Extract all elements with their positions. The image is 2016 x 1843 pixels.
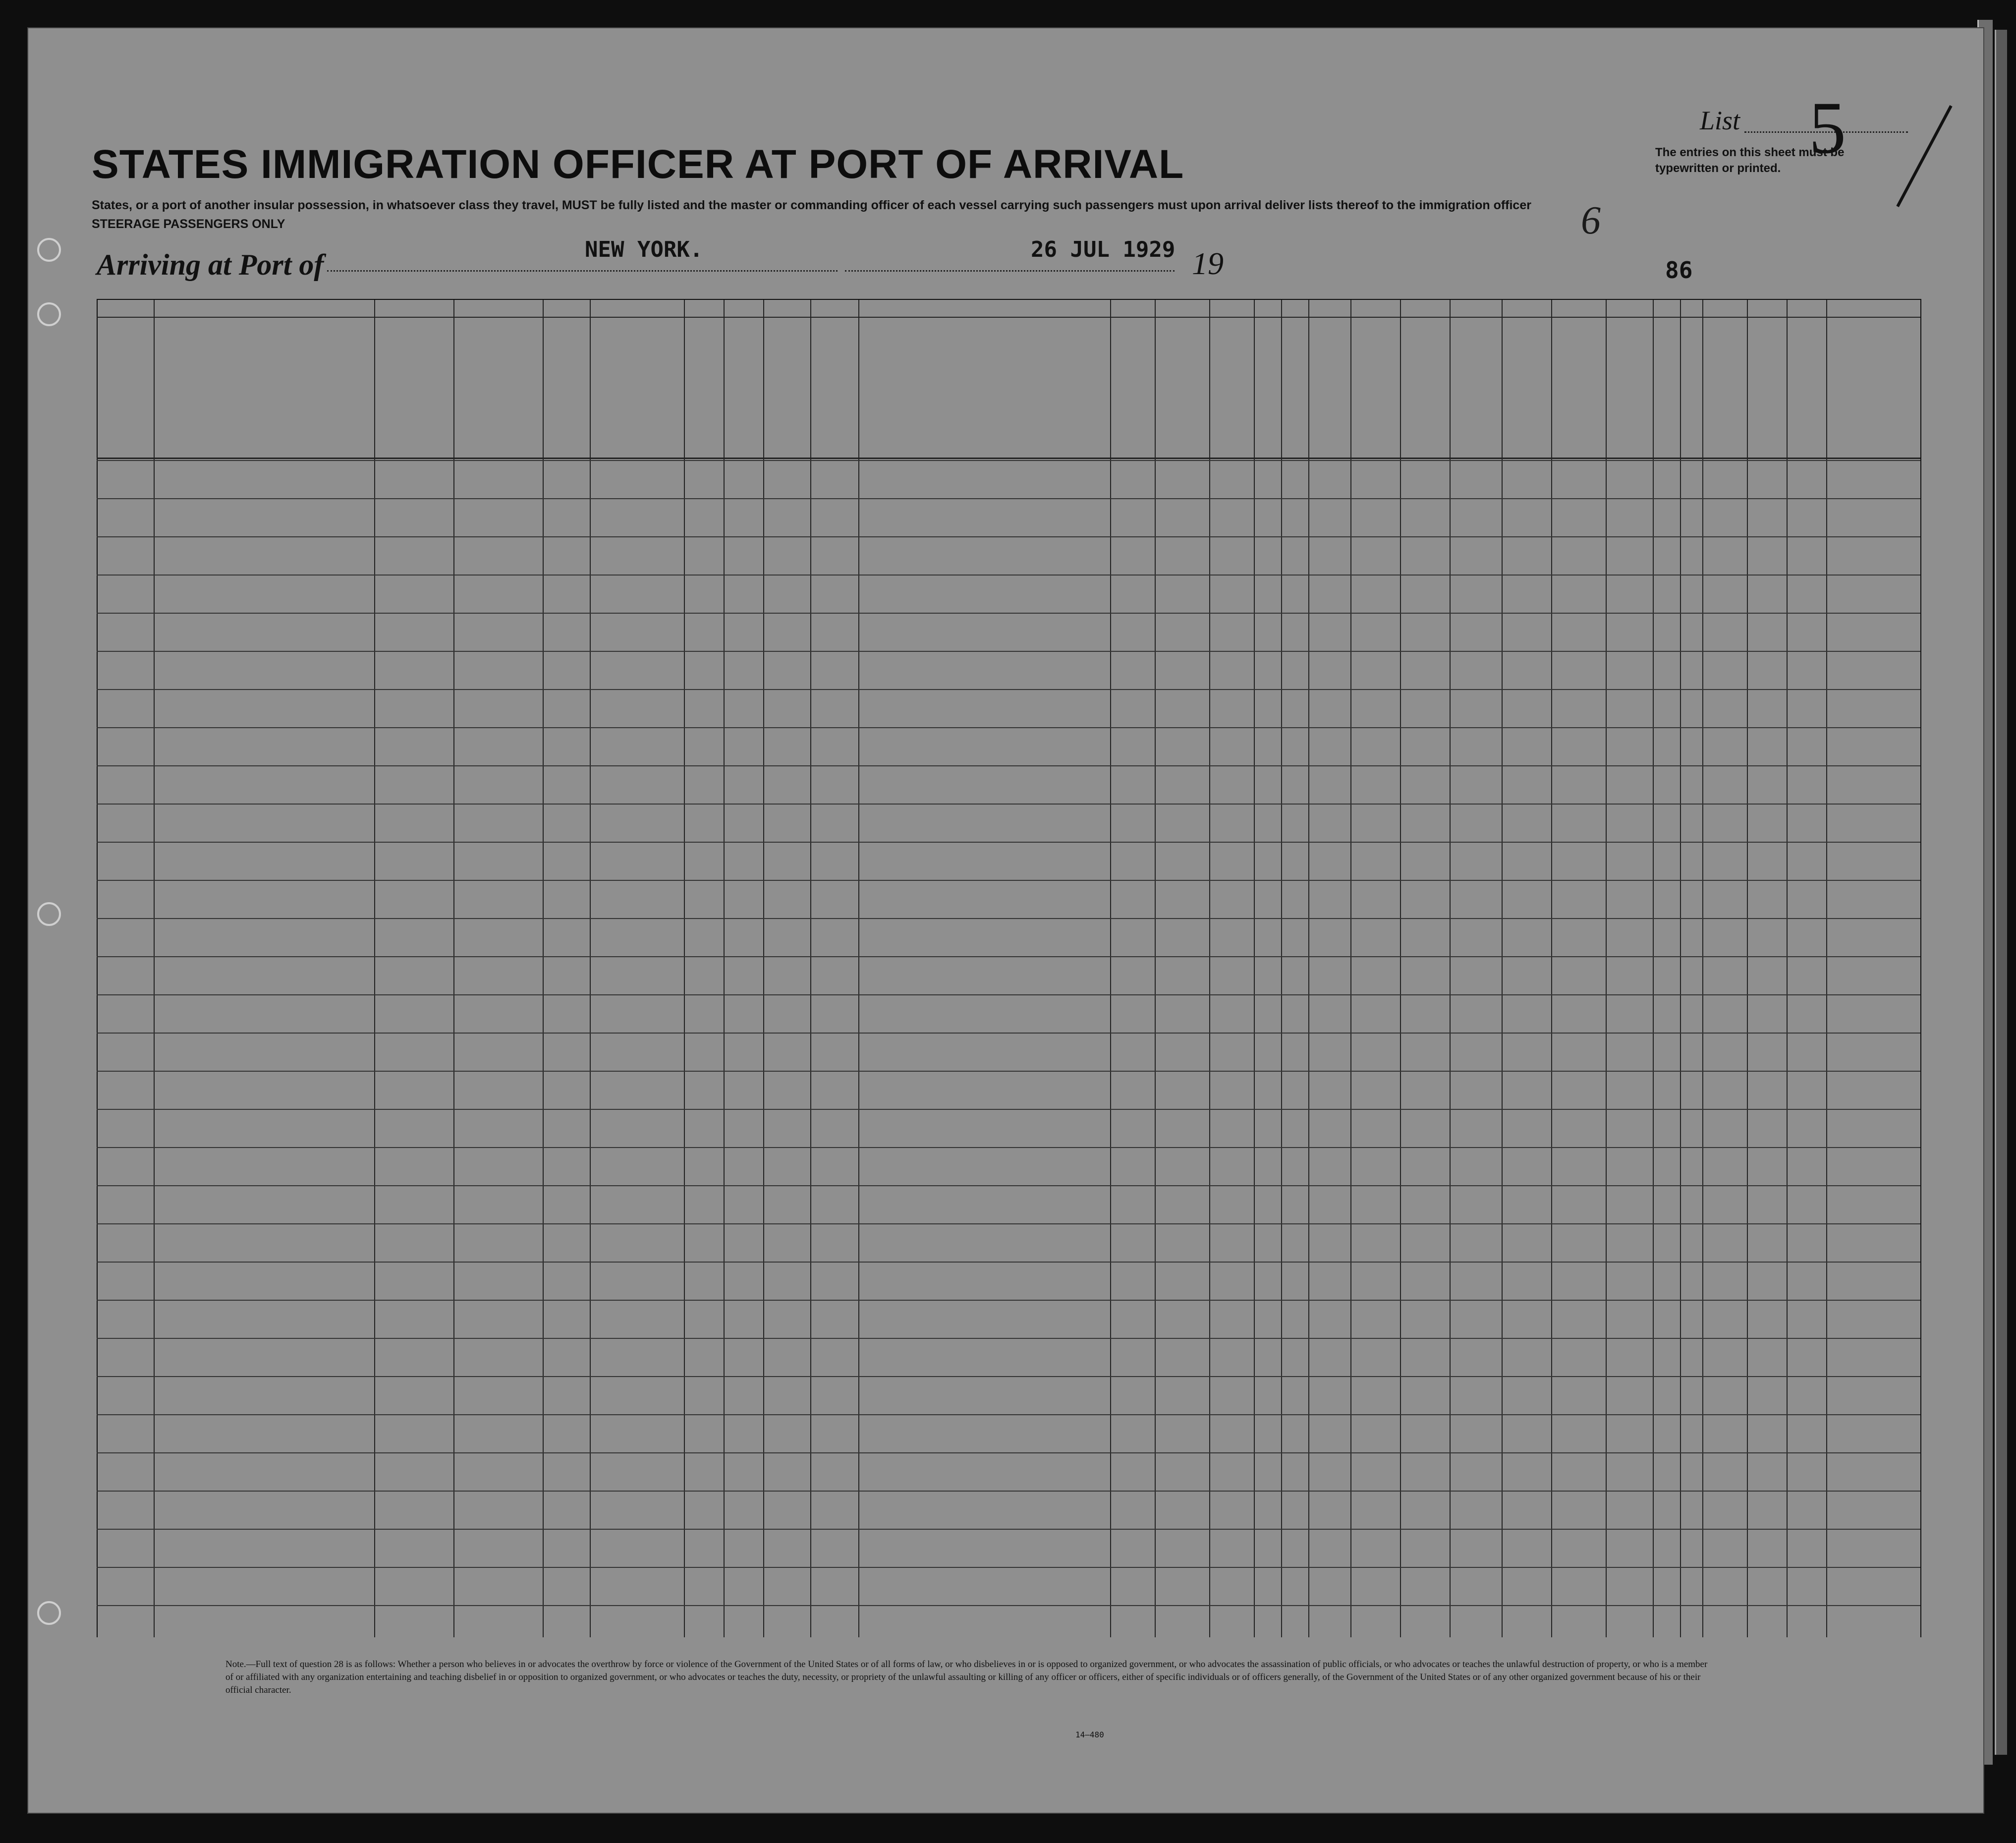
column-rule	[590, 299, 591, 1637]
binder-hole	[37, 902, 61, 926]
column-rule	[543, 299, 544, 1637]
row-rule	[97, 1567, 1920, 1568]
list-label: List	[1700, 106, 1740, 135]
column-rule	[1787, 299, 1788, 1637]
column-rule	[684, 299, 685, 1637]
typewritten-note: The entries on this sheet must be typewritten or printed.	[1655, 146, 1845, 175]
purpose-length-header	[1158, 334, 1207, 448]
row-rule	[97, 536, 1920, 537]
column-rule	[1920, 299, 1921, 1637]
column-rule	[1209, 299, 1210, 1637]
overthrow-header	[1353, 334, 1398, 448]
column-rule	[1254, 299, 1255, 1637]
anarchist-header	[1311, 334, 1348, 448]
prison-header	[1257, 334, 1279, 448]
row-rule	[97, 1033, 1920, 1034]
row-rule	[97, 460, 1920, 461]
regulation-text: States, or a port of another insular possession, in whatsoever class they travel, MUST be fully listed and the master or commanding officer of each vessel carrying such passengers must upon arrival deliver lists thereof to the immigration officer	[92, 198, 1531, 212]
column-rule	[1502, 299, 1503, 1637]
row-rule	[97, 842, 1920, 843]
purpose-return-header	[1113, 334, 1153, 448]
polygamist-header	[1284, 334, 1306, 448]
column-rule	[1606, 299, 1607, 1637]
column-rule	[810, 299, 811, 1637]
page-edge-shadow	[1995, 30, 2007, 1755]
row-rule	[97, 651, 1920, 652]
column-rule	[97, 299, 98, 1637]
row-rule	[97, 1262, 1920, 1263]
row-rule	[97, 1605, 1920, 1606]
row-rule	[97, 689, 1920, 690]
row-rule	[97, 1147, 1920, 1148]
row-rule	[97, 613, 1920, 614]
header-bottom-rule	[97, 458, 1920, 459]
column-rule	[1281, 299, 1282, 1637]
row-rule	[97, 575, 1920, 576]
steerage-label: STEERAGE PASSENGERS ONLY	[92, 217, 285, 231]
row-rule	[97, 1109, 1920, 1110]
binder-hole	[37, 302, 61, 326]
column-rule	[1450, 299, 1451, 1637]
purpose-citizen-header	[1212, 334, 1252, 448]
page-title: STATES IMMIGRATION OFFICER AT PORT OF ARRIVAL	[92, 142, 1184, 187]
footnote: Note.—Full text of question 28 is as follows: Whether a person who believes in or advocates the overthrow by force or violence of the Government of the United States or of all forms of law, or who disbelieves in or is opposed to organized government, or who advocates the assassination of public officials, or who advocates or teaches the unlawful destruction of property, or who is a member of or affiliated with any organization entertaining and teaching disbelief in or opposition to organized government, or who advocates or teaches the duty, necessity, or propriety of the unlawful assaulting or killing of any officer or officers, either of specific individuals or of officers generally, of the Government of the United States or of any other organized government because of his or their official character.	[225, 1659, 1708, 1695]
row-rule	[97, 1071, 1920, 1072]
row-rule	[97, 956, 1920, 957]
row-rule	[97, 727, 1920, 728]
column-rule	[724, 299, 725, 1637]
contract-header	[1403, 334, 1448, 448]
margin-handwritten-mark: 6	[1581, 199, 1601, 242]
row-rule	[97, 1376, 1920, 1377]
header-top-rule	[97, 299, 1920, 300]
row-rule	[97, 804, 1920, 805]
arriving-label: Arriving at Port of	[97, 248, 324, 281]
column-rule	[1826, 299, 1827, 1637]
row-rule	[97, 1491, 1920, 1492]
row-rule	[97, 1414, 1920, 1415]
row-rule	[97, 1338, 1920, 1339]
column-rule	[1308, 299, 1309, 1637]
deported-header	[1453, 334, 1500, 448]
sheet-number: 86	[1665, 257, 1693, 284]
binder-hole	[37, 238, 61, 262]
row-rule	[97, 1185, 1920, 1186]
row-rule	[97, 1300, 1920, 1301]
column-rule	[1702, 299, 1703, 1637]
column-rule	[858, 299, 859, 1637]
column-rule	[1653, 299, 1654, 1637]
row-rule	[97, 1529, 1920, 1530]
column-rule	[1680, 299, 1681, 1637]
row-rule	[97, 1223, 1920, 1224]
column-rule	[1747, 299, 1748, 1637]
list-number: 5	[1809, 87, 1846, 169]
money-header	[687, 334, 722, 448]
port-underline	[327, 270, 838, 272]
column-rule	[453, 299, 454, 1637]
manifest-table	[97, 299, 1920, 1637]
column-rule	[1551, 299, 1552, 1637]
binder-hole	[37, 1601, 61, 1625]
column-rule	[1155, 299, 1156, 1637]
row-rule	[97, 765, 1920, 766]
form-number: 14—480	[1075, 1730, 1104, 1739]
row-rule	[97, 498, 1920, 499]
port-name: NEW YORK.	[585, 237, 703, 262]
row-rule	[97, 880, 1920, 881]
column-rule	[374, 299, 375, 1637]
row-rule	[97, 918, 1920, 919]
year-prefix: 19	[1192, 246, 1224, 281]
date-stamp: 26 JUL 1929	[1031, 237, 1176, 262]
date-underline	[845, 270, 1175, 272]
column-rule	[154, 299, 155, 1637]
row-rule	[97, 994, 1920, 995]
ticket-header	[546, 334, 588, 448]
column-rule	[1400, 299, 1401, 1637]
column-rule	[763, 299, 764, 1637]
row-rule	[97, 1452, 1920, 1453]
column-rule	[1110, 299, 1111, 1637]
header-number-rule	[97, 317, 1920, 318]
column-rule	[1350, 299, 1351, 1637]
